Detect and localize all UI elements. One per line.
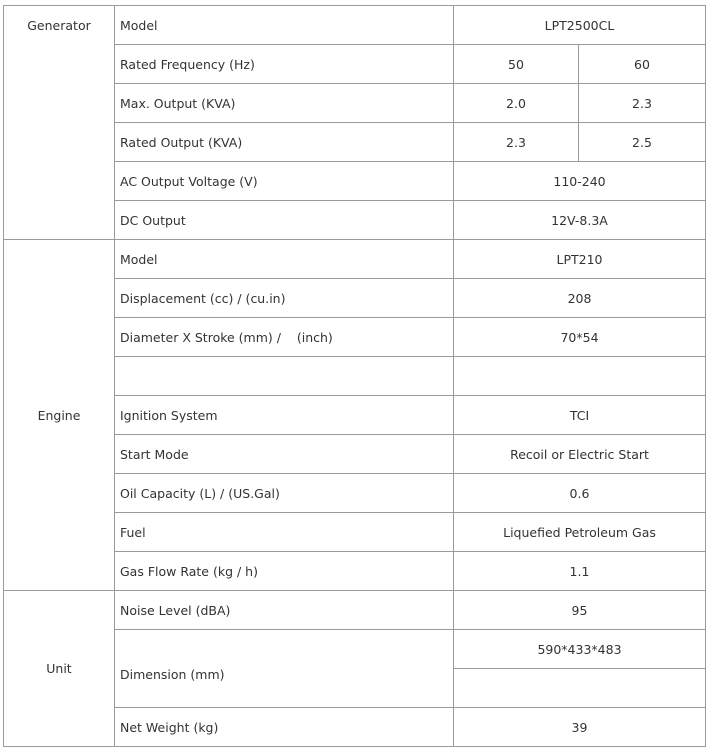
row-value: [454, 357, 706, 396]
row-value-empty: [454, 669, 706, 708]
row-value: Liquefied Petroleum Gas: [454, 513, 706, 552]
row-value: Recoil or Electric Start: [454, 435, 706, 474]
row-label: Start Mode: [115, 435, 454, 474]
table-row: [4, 591, 706, 630]
section-label-generator: Generator: [4, 6, 115, 240]
row-value: 0.6: [454, 474, 706, 513]
row-value: 1.1: [454, 552, 706, 591]
row-value: LPT210: [454, 240, 706, 279]
spec-table: [3, 5, 706, 747]
section-label-unit: Unit: [4, 591, 115, 747]
section-label-engine: Engine: [4, 240, 115, 591]
row-label: Diameter X Stroke (mm) / (inch): [115, 318, 454, 357]
row-label: [115, 357, 454, 396]
row-label: Rated Output (KVA): [115, 123, 454, 162]
table-row: [4, 240, 706, 279]
row-label: Dimension (mm): [115, 630, 454, 708]
row-value-50hz: 2.3: [454, 123, 579, 162]
row-label: Max. Output (KVA): [115, 84, 454, 123]
row-value-50hz: 50: [454, 45, 579, 84]
table-row: [4, 6, 706, 45]
row-label: Displacement (cc) / (cu.in): [115, 279, 454, 318]
row-value-60hz: 2.5: [579, 123, 706, 162]
row-label: Net Weight (kg): [115, 708, 454, 747]
row-value: 12V-8.3A: [454, 201, 706, 240]
row-label: Noise Level (dBA): [115, 591, 454, 630]
row-label: Oil Capacity (L) / (US.Gal): [115, 474, 454, 513]
row-value: 590*433*483: [454, 630, 706, 669]
row-value: 95: [454, 591, 706, 630]
row-value: 70*54: [454, 318, 706, 357]
row-value: LPT2500CL: [454, 6, 706, 45]
row-value-60hz: 60: [579, 45, 706, 84]
row-value: 110-240: [454, 162, 706, 201]
row-value: 208: [454, 279, 706, 318]
row-label: Fuel: [115, 513, 454, 552]
row-label: AC Output Voltage (V): [115, 162, 454, 201]
row-value-60hz: 2.3: [579, 84, 706, 123]
row-label: Ignition System: [115, 396, 454, 435]
row-label: Gas Flow Rate (kg / h): [115, 552, 454, 591]
row-value-50hz: 2.0: [454, 84, 579, 123]
row-label: DC Output: [115, 201, 454, 240]
row-label: Model: [115, 6, 454, 45]
row-value: 39: [454, 708, 706, 747]
row-label: Rated Frequency (Hz): [115, 45, 454, 84]
row-value: TCI: [454, 396, 706, 435]
row-label: Model: [115, 240, 454, 279]
